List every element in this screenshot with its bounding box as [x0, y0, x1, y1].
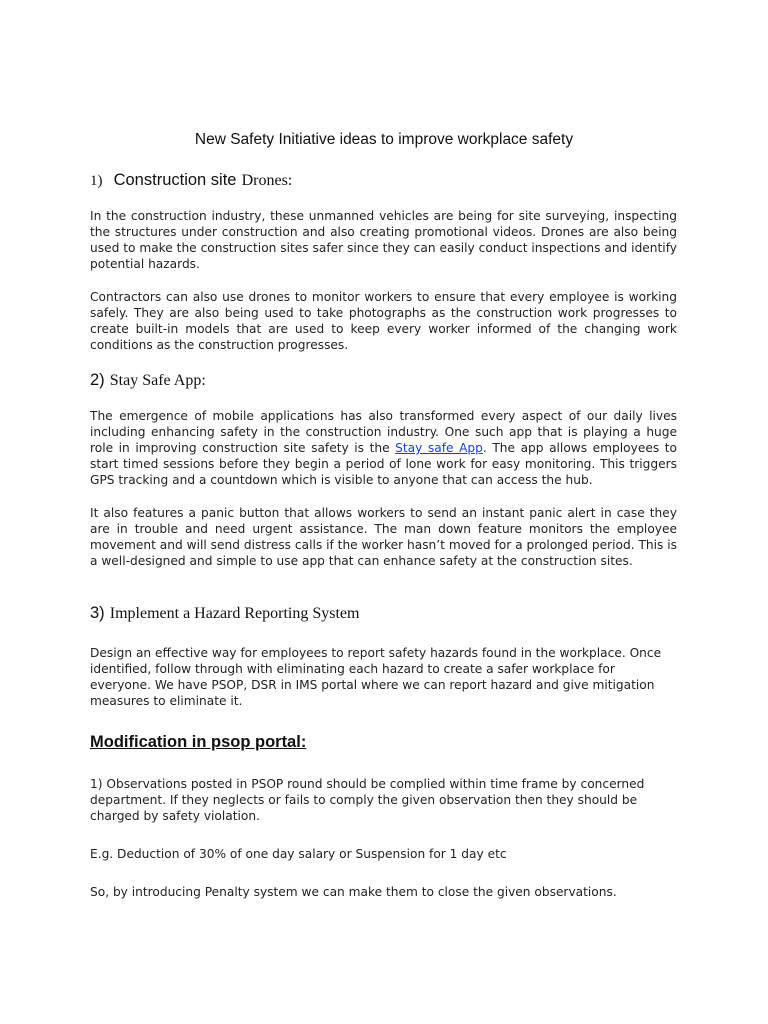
section-3-heading-text: Implement a Hazard Reporting System	[109, 605, 360, 622]
section-2-paragraph-2: It also features a panic button that allows workers to send an instant panic alert in case they are in trouble and need urgent assistance. The man down feature monitors the employee movement and will send distress calls if the worker hasn’t moved for a prolonged period. This is a well-designed and simple to use app that can enhance safety at the construction sites.	[90, 506, 677, 568]
section-2-heading-text: Stay Safe App:	[109, 372, 206, 389]
section-3-number: 3)	[90, 604, 105, 622]
section-1-paragraph-2: Contractors can also use drones to monitor workers to ensure that every employee is working safely. They are also being used to take photographs as the construction work progresses to create built-in models that are used to keep every worker informed of the changing work conditions as the construction progresses.	[90, 290, 677, 352]
document-title: New Safety Initiative ideas to improve workplace safety	[194, 131, 574, 148]
section-1-heading-part-b: Drones:	[241, 172, 293, 189]
modification-paragraph-3: So, by introducing Penalty system we can make them to close the given observations.	[90, 885, 617, 899]
section-3-heading	[90, 603, 359, 623]
section-1-heading-part-a: Construction site	[113, 171, 237, 189]
section-2-number: 2)	[90, 371, 105, 389]
modification-paragraph-1: 1) Observations posted in PSOP round should be complied within time frame by concerned department. If they neglects or fails to comply the given observation then they should be charged by safety violation.	[90, 777, 645, 823]
section-2-paragraph-1	[90, 408, 677, 488]
section-2-paragraph-1-text-b: . The app allows employees to start timed sessions before they begin a period of lone work for easy monitoring. This triggers GPS tracking and a countdown which is visible to anyone that can access the hub.	[90, 441, 677, 487]
section-1-paragraph-1: In the construction industry, these unmanned vehicles are being for site surveying, inspecting the structures under construction and also creating promotional videos. Drones are also being used to make the construction sites safer since they can easily conduct inspections and identify potential hazards.	[90, 209, 677, 271]
modification-heading: Modification in psop portal:	[90, 733, 307, 751]
section-1-number: 1)	[90, 173, 103, 189]
section-3-paragraph: Design an effective way for employees to report safety hazards found in the workplace. Once identified, follow through with eliminating each hazard to create a safer workplace for everyone. We have PSOP, DSR in IMS portal where we can report hazard and give mitigation measures to eliminate it.	[90, 646, 662, 708]
stay-safe-app-link[interactable]: Stay safe App	[395, 441, 483, 455]
section-2-paragraph-1-text-a: The emergence of mobile applications has also transformed every aspect of our daily lives including enhancing safety in the construction industry. One such app that is playing a huge role in improving construction site safety is the	[90, 409, 677, 455]
section-2-heading	[90, 370, 206, 390]
section-1-heading	[90, 170, 292, 190]
modification-paragraph-2: E.g. Deduction of 30% of one day salary or Suspension for 1 day etc	[90, 847, 507, 861]
